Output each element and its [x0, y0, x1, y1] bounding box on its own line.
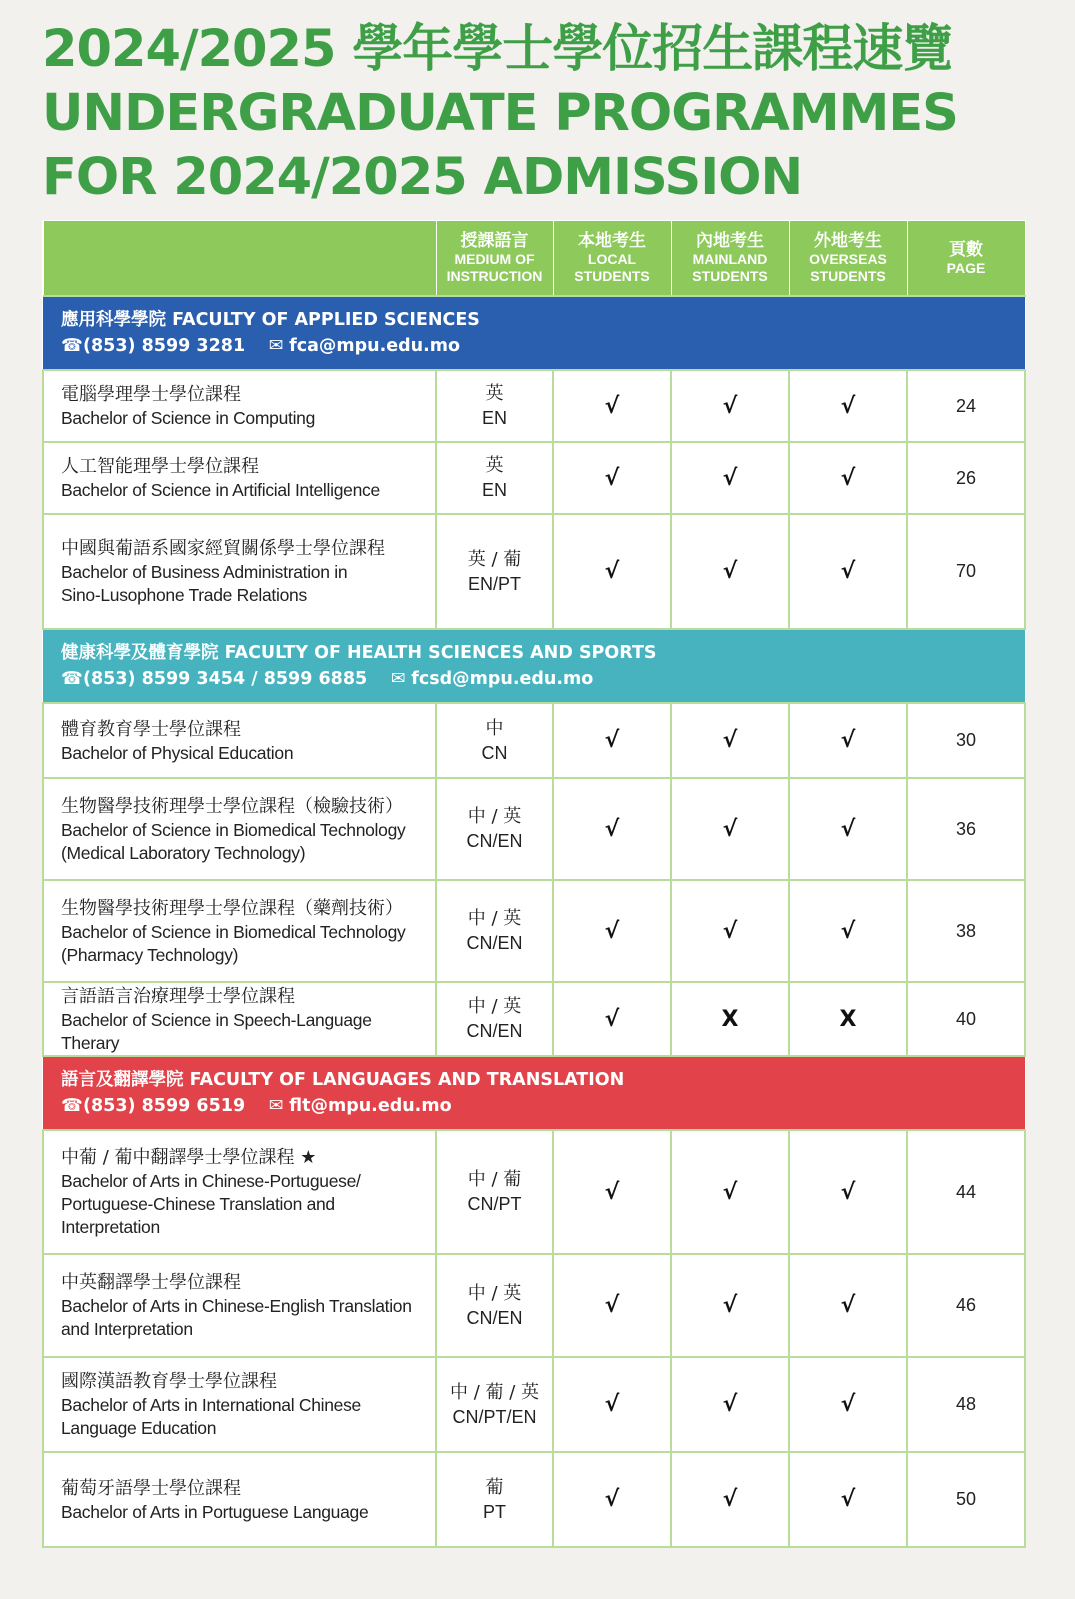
page-number: 44 — [907, 1130, 1025, 1254]
programme-name-en: (Medical Laboratory Technology) — [61, 842, 306, 863]
programme-name-zh: 言語語言治療理學士學位課程 — [61, 985, 295, 1007]
medium-zh: 中 / 英 — [467, 996, 522, 1017]
medium-zh: 中 — [485, 717, 504, 739]
medium-zh: 英 — [485, 383, 504, 404]
mainland-students-mark: √ — [671, 703, 789, 778]
programme-name-en: Bachelor of Business Administration in — [61, 562, 348, 582]
medium-cell — [436, 370, 553, 442]
programme-row — [43, 778, 1025, 880]
faculty-phone: (853) 8599 6519 — [83, 1096, 246, 1116]
local-students-mark: √ — [553, 370, 671, 442]
medium-en: CN/EN — [466, 1307, 523, 1328]
medium-zh: 葡 — [485, 1476, 504, 1498]
medium-en: CN — [481, 742, 508, 763]
programme-name-zh: 生物醫學技術理學士學位課程（檢驗技術） — [61, 795, 403, 817]
programme-name-cell — [43, 514, 436, 629]
header-medium-en1: MEDIUM OF — [454, 251, 535, 267]
header-overseas-en2: STUDENTS — [810, 268, 886, 284]
programme-row — [43, 703, 1025, 778]
programme-name-cell — [43, 370, 436, 442]
programme-name-cell — [43, 442, 436, 514]
title-line-zh: 2024/2025 學年學士學位招生課程速覽 — [42, 20, 953, 79]
programme-name-en: and Interpretation — [61, 1319, 193, 1339]
programme-name-zh: 中國與葡語系國家經貿關係學士學位課程 — [61, 538, 385, 559]
local-students-mark: √ — [553, 1130, 671, 1254]
programme-name-en: Bachelor of Science in Computing — [61, 408, 316, 428]
overseas-students-mark: √ — [789, 703, 907, 778]
page-number: 30 — [907, 703, 1025, 778]
medium-cell — [436, 442, 553, 514]
medium-zh: 中 / 英 — [467, 1282, 522, 1304]
overseas-students-mark: X — [789, 982, 907, 1056]
page-number: 24 — [907, 370, 1025, 442]
programme-name-cell — [43, 982, 436, 1056]
overseas-students-mark: √ — [789, 778, 907, 880]
local-students-mark: √ — [553, 880, 671, 982]
programme-name-zh: 葡萄牙語學士學位課程 — [61, 1477, 241, 1499]
phone-icon: ☎ — [61, 1096, 83, 1116]
header-blank — [43, 221, 436, 297]
header-mainland — [671, 221, 789, 297]
faculty-email[interactable]: fca@mpu.edu.mo — [289, 336, 461, 356]
header-overseas-zh: 外地考生 — [814, 231, 882, 251]
faculty-row — [43, 1056, 1025, 1130]
programme-name-zh: 電腦學理學士學位課程 — [61, 384, 241, 405]
medium-cell — [436, 1130, 553, 1254]
medium-en: EN — [481, 408, 507, 428]
programme-name-en: Bachelor of Arts in Portuguese Language — [61, 1501, 369, 1522]
programmes-table — [42, 220, 1026, 1548]
programme-name-en: Bachelor of Arts in Chinese-Portuguese/ — [61, 1171, 361, 1191]
title-line-en-1: UNDERGRADUATE PROGRAMMES — [42, 84, 958, 143]
page-number: 36 — [907, 778, 1025, 880]
programme-name-zh: 體育教育學士學位課程 — [61, 718, 241, 740]
programme-name-cell — [43, 1357, 436, 1452]
programme-name-en: Bachelor of Arts in International Chinese — [61, 1395, 361, 1415]
mail-icon: ✉ — [268, 1096, 284, 1116]
faculty-contact — [61, 1093, 1007, 1119]
programme-name-en: (Pharmacy Technology) — [61, 944, 239, 965]
programme-name-zh: 國際漢語教育學士學位課程 — [61, 1371, 277, 1392]
mail-icon: ✉ — [268, 336, 284, 356]
programme-name-en: Bachelor of Science in Artificial Intelligence — [61, 480, 380, 500]
overseas-students-mark: √ — [789, 370, 907, 442]
page-number: 26 — [907, 442, 1025, 514]
mainland-students-mark: √ — [671, 1130, 789, 1254]
faculty-contact — [61, 333, 1007, 359]
programme-row — [43, 370, 1025, 442]
overseas-students-mark: √ — [789, 1357, 907, 1452]
programme-row — [43, 1254, 1025, 1357]
mainland-students-mark: √ — [671, 514, 789, 629]
header-medium-en2: INSTRUCTION — [446, 268, 543, 284]
overseas-students-mark: √ — [789, 1452, 907, 1547]
header-page — [907, 221, 1025, 297]
medium-en: CN/EN — [466, 831, 523, 851]
programme-name-en: Bachelor of Physical Education — [61, 742, 294, 763]
faculty-phone: (853) 8599 3454 / 8599 6885 — [83, 669, 368, 689]
programme-row — [43, 1357, 1025, 1452]
medium-zh: 中 / 葡 — [467, 1169, 522, 1190]
faculty-banner — [43, 629, 1025, 703]
medium-cell — [436, 1357, 553, 1452]
mainland-students-mark: √ — [671, 778, 789, 880]
local-students-mark: √ — [553, 778, 671, 880]
programme-name-en: Bachelor of Arts in Chinese-English Translation — [61, 1296, 412, 1316]
header-local-en2: STUDENTS — [574, 268, 650, 284]
local-students-mark: √ — [553, 982, 671, 1056]
faculty-row — [43, 629, 1025, 703]
header-overseas-en1: OVERSEAS — [809, 251, 887, 267]
programme-name-en: Bachelor of Science in Biomedical Technology — [61, 921, 406, 942]
programme-name-zh: 中葡 / 葡中翻譯學士學位課程 ★ — [61, 1147, 317, 1168]
overseas-students-mark: √ — [789, 514, 907, 629]
header-page-zh: 頁數 — [949, 239, 983, 260]
medium-zh: 中 / 英 — [467, 806, 522, 827]
faculty-banner — [43, 296, 1025, 370]
medium-zh: 中 / 葡 / 英 — [449, 1381, 539, 1403]
header-mainland-zh: 內地考生 — [696, 231, 764, 251]
medium-cell — [436, 778, 553, 880]
header-local — [553, 221, 671, 297]
overseas-students-mark: √ — [789, 1254, 907, 1357]
overseas-students-mark: √ — [789, 442, 907, 514]
mainland-students-mark: √ — [671, 370, 789, 442]
header-mainland-en2: STUDENTS — [692, 268, 768, 284]
local-students-mark: √ — [553, 1357, 671, 1452]
programme-row — [43, 1452, 1025, 1547]
faculty-row — [43, 296, 1025, 370]
programme-name-cell — [43, 1452, 436, 1547]
header-medium-zh: 授課語言 — [460, 231, 529, 251]
local-students-mark: √ — [553, 514, 671, 629]
local-students-mark: √ — [553, 442, 671, 514]
programme-name-en: Interpretation — [61, 1217, 160, 1237]
page-number: 50 — [907, 1452, 1025, 1547]
medium-en: PT — [482, 1501, 506, 1522]
programme-row — [43, 1130, 1025, 1254]
page-title — [42, 18, 958, 210]
programme-name-en: Language Education — [61, 1418, 217, 1438]
phone-icon: ☎ — [61, 336, 83, 356]
faculty-email[interactable]: fcsd@mpu.edu.mo — [411, 669, 594, 689]
page-number: 46 — [907, 1254, 1025, 1357]
programme-name-cell — [43, 778, 436, 880]
page-number: 40 — [907, 982, 1025, 1056]
programme-name-zh: 中英翻譯學士學位課程 — [61, 1272, 241, 1293]
medium-en: CN/PT — [467, 1194, 522, 1214]
mainland-students-mark: √ — [671, 442, 789, 514]
medium-cell — [436, 1254, 553, 1357]
programme-row — [43, 982, 1025, 1056]
local-students-mark: √ — [553, 1452, 671, 1547]
page-number: 38 — [907, 880, 1025, 982]
page-number: 48 — [907, 1357, 1025, 1452]
faculty-name: 語言及翻譯學院 FACULTY OF LANGUAGES AND TRANSLATION — [61, 1070, 625, 1090]
header-page-en1: PAGE — [946, 259, 986, 276]
local-students-mark: √ — [553, 1254, 671, 1357]
programme-row — [43, 514, 1025, 629]
medium-en: CN/PT/EN — [452, 1406, 537, 1427]
medium-en: EN/PT — [467, 573, 521, 594]
programme-name-en: Sino-Lusophone Trade Relations — [61, 585, 307, 605]
programme-name-cell — [43, 1130, 436, 1254]
medium-zh: 中 / 英 — [467, 908, 522, 929]
medium-zh: 英 / 葡 — [467, 548, 522, 570]
programme-name-cell — [43, 880, 436, 982]
programme-name-cell — [43, 703, 436, 778]
faculty-phone: (853) 8599 3281 — [83, 336, 246, 356]
faculty-name: 應用科學學院 FACULTY OF APPLIED SCIENCES — [61, 310, 480, 330]
header-local-zh: 本地考生 — [578, 231, 646, 251]
medium-cell — [436, 1452, 553, 1547]
medium-zh: 英 — [485, 455, 504, 476]
faculty-email[interactable]: flt@mpu.edu.mo — [289, 1096, 452, 1116]
table-body — [43, 296, 1025, 1547]
medium-cell — [436, 514, 553, 629]
programme-name-en: Bachelor of Science in Biomedical Technology — [61, 819, 406, 840]
mail-icon: ✉ — [390, 669, 406, 689]
phone-icon: ☎ — [61, 669, 83, 689]
header-medium — [436, 221, 553, 297]
medium-en: CN/EN — [466, 1021, 523, 1041]
programme-row — [43, 442, 1025, 514]
programme-name-en: Portuguese-Chinese Translation and — [61, 1194, 335, 1214]
mainland-students-mark: √ — [671, 880, 789, 982]
local-students-mark: √ — [553, 703, 671, 778]
page-number: 70 — [907, 514, 1025, 629]
medium-cell — [436, 880, 553, 982]
overseas-students-mark: √ — [789, 880, 907, 982]
medium-cell — [436, 703, 553, 778]
medium-en: EN — [481, 480, 507, 500]
medium-en: CN/EN — [466, 933, 523, 953]
mainland-students-mark: X — [671, 982, 789, 1056]
mainland-students-mark: √ — [671, 1357, 789, 1452]
programme-name-cell — [43, 1254, 436, 1357]
programme-name-zh: 人工智能理學士學位課程 — [61, 456, 259, 477]
title-line-en-2: FOR 2024/2025 ADMISSION — [42, 148, 803, 207]
header-mainland-en1: MAINLAND — [692, 251, 768, 267]
header-overseas — [789, 221, 907, 297]
table-header-row — [43, 221, 1025, 297]
header-local-en1: LOCAL — [587, 251, 637, 267]
faculty-contact — [61, 666, 1007, 692]
overseas-students-mark: √ — [789, 1130, 907, 1254]
medium-cell — [436, 982, 553, 1056]
mainland-students-mark: √ — [671, 1452, 789, 1547]
programme-row — [43, 880, 1025, 982]
programme-name-en: Bachelor of Science in Speech-Language Therary — [61, 1009, 372, 1053]
mainland-students-mark: √ — [671, 1254, 789, 1357]
faculty-name: 健康科學及體育學院 FACULTY OF HEALTH SCIENCES AND SPORTS — [61, 643, 657, 663]
programme-name-zh: 生物醫學技術理學士學位課程（藥劑技術） — [61, 897, 403, 919]
faculty-banner — [43, 1056, 1025, 1130]
